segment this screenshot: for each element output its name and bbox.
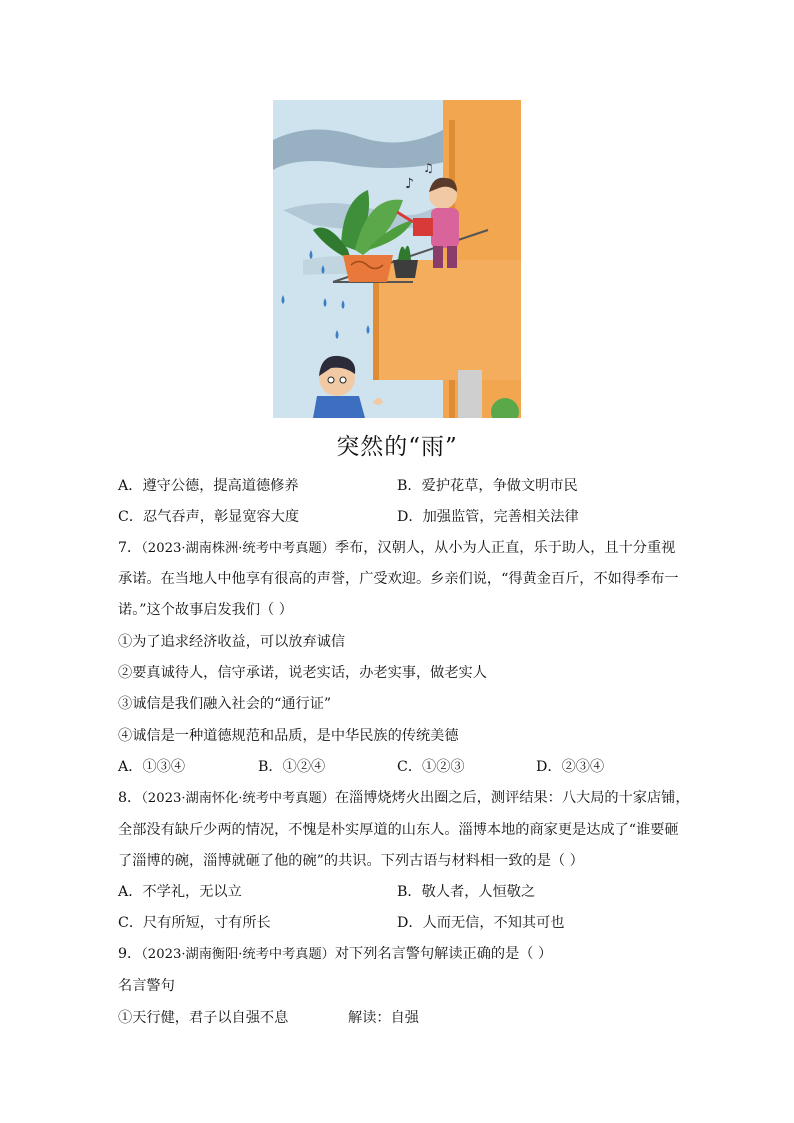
- watering-plants-illustration: [273, 100, 521, 418]
- q7-option-d[interactable]: D．②③④: [536, 759, 605, 775]
- q7-option-b[interactable]: B．①②④: [258, 759, 326, 775]
- q7-option-c[interactable]: C．①②③: [397, 759, 465, 775]
- q7-source: （2023·湖南株洲·统考中考真题）: [141, 541, 335, 556]
- q8-source: （2023·湖南怀化·统考中考真题）: [141, 791, 335, 806]
- q7-stem-line-3: 诺。”这个故事启发我们（ ）: [118, 602, 293, 618]
- q8-option-a[interactable]: A．不学礼，无以立: [118, 884, 242, 900]
- image-caption: 突然的“雨”: [336, 434, 458, 460]
- q8-stem-line-1: 8．（2023·湖南怀化·统考中考真题）在淄博烧烤火出圈之后，测评结果：八大局的十家店铺，: [118, 790, 690, 806]
- q8-option-d[interactable]: D．人而无信，不知其可也: [397, 915, 565, 931]
- q7-stem-line-2: 承诺。在当地人中他享有很高的声誉，广受欢迎。乡亲们说，“得黄金百斤，不如得季布一: [118, 571, 679, 587]
- q7-statement-2: ②要真诚待人，信守承诺，说老实话，办老实事，做老实人: [118, 665, 487, 681]
- q7-stem-line-1: 7．（2023·湖南株洲·统考中考真题）季布，汉朝人，从小为人正直，乐于助人，且十分重视: [118, 540, 676, 556]
- q9-row-1-reading: 解读：自强: [348, 1010, 419, 1026]
- q7-statement-4: ④诚信是一种道德规范和品质，是中华民族的传统美德: [118, 728, 459, 744]
- q6-option-a[interactable]: A．遵守公德，提高道德修养: [118, 478, 299, 494]
- q7-number: 7．: [118, 540, 142, 556]
- q6-option-b[interactable]: B．爱护花草，争做文明市民: [397, 478, 578, 494]
- q6-option-c[interactable]: C．忍气吞声，彰显宽容大度: [118, 509, 300, 525]
- q8-number: 8．: [118, 790, 142, 806]
- svg-text:♫: ♫: [423, 161, 434, 175]
- q9-source: （2023·湖南衡阳·统考中考真题）: [141, 947, 335, 962]
- q9-stem: 9．（2023·湖南衡阳·统考中考真题）对下列名言警句解读正确的是（ ）: [118, 946, 553, 962]
- q7-option-a[interactable]: A．①③④: [118, 759, 186, 775]
- q7-statement-3: ③诚信是我们融入社会的“通行证”: [118, 696, 332, 712]
- q7-statement-1: ①为了追求经济收益，可以放弃诚信: [118, 634, 346, 650]
- q9-row-1-quote: ①天行健，君子以自强不息: [118, 1010, 289, 1026]
- q8-option-b[interactable]: B．敬人者，人恒敬之: [397, 884, 536, 900]
- q8-stem-line-2: 全部没有缺斤少两的情况，不愧是朴实厚道的山东人。淄博本地的商家更是达成了“谁要砸: [118, 822, 679, 838]
- q6-option-d[interactable]: D．加强监管，完善相关法律: [397, 509, 579, 525]
- q8-option-c[interactable]: C．尺有所短，寸有所长: [118, 915, 271, 931]
- svg-text:♪: ♪: [405, 176, 414, 192]
- q9-number: 9．: [118, 946, 142, 962]
- q8-stem-line-3: 了淄博的碗，淄博就砸了他的碗”的共识。下列古语与材料相一致的是（ ）: [118, 853, 584, 869]
- q9-table-header: 名言警句: [118, 978, 175, 994]
- cartoon-image: [273, 100, 521, 418]
